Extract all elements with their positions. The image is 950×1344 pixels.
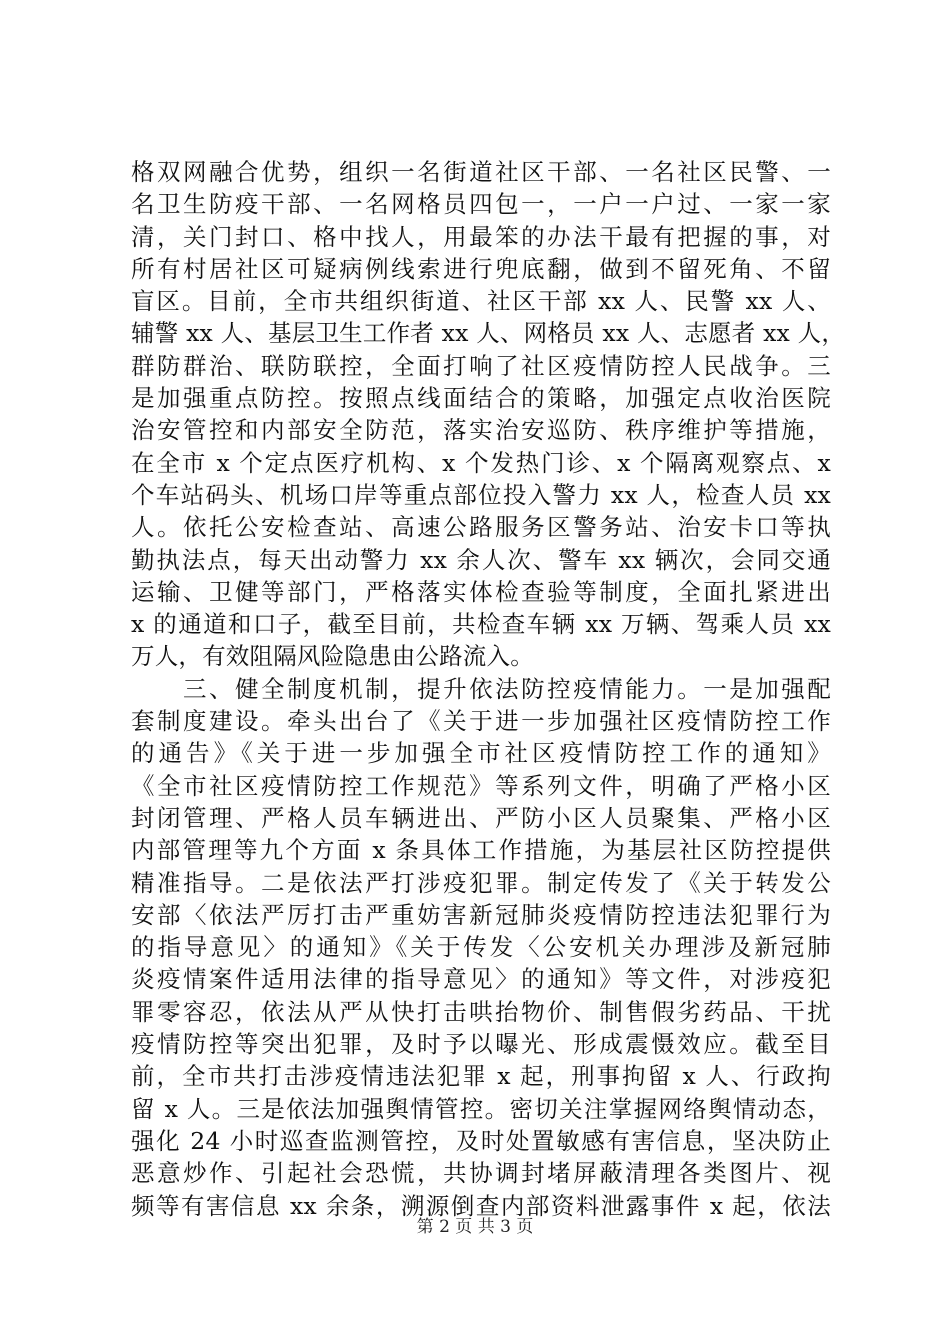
- text-line: 人。依托公安检查站、高速公路服务区警务站、治安卡口等执: [131, 513, 831, 542]
- text-line: 是加强重点防控。按照点线面结合的策略，加强定点收治医院: [131, 384, 831, 413]
- text-line: 精准指导。二是依法严打涉疫犯罪。制定传发了《关于转发公: [131, 868, 831, 897]
- text-line: 名卫生防疫干部、一名网格员四包一，一户一户过、一家一家: [131, 190, 831, 219]
- text-line: 清，关门封口、格中找人，用最笨的办法干最有把握的事，对: [131, 222, 831, 251]
- text-line: 强化 24 小时巡查监测管控，及时处置敏感有害信息，坚决防止: [131, 1126, 831, 1155]
- text-line: 三、健全制度机制，提升依法防控疫情能力。一是加强配: [131, 674, 831, 703]
- document-body: [131, 156, 846, 1222]
- text-line: 《全市社区疫情防控工作规范》等系列文件，明确了严格小区: [131, 771, 831, 800]
- text-line: 万人，有效阻隔风险隐患由公路流入。: [131, 642, 534, 671]
- text-line: 前，全市共打击涉疫情违法犯罪 x 起，刑事拘留 x 人、行政拘: [131, 1062, 831, 1091]
- text-line: 的指导意见〉的通知》《关于传发〈公安机关办理涉及新冠肺: [131, 933, 831, 962]
- text-line: 疫情防控等突出犯罪，及时予以曝光、形成震慑效应。截至目: [131, 1030, 831, 1059]
- text-line: 套制度建设。牵头出台了《关于进一步加强社区疫情防控工作: [131, 707, 831, 736]
- text-line: 封闭管理、严格人员车辆进出、严防小区人员聚集、严格小区: [131, 803, 831, 832]
- page-footer: 第 2 页 共 3 页: [416, 1217, 534, 1237]
- text-line: 炎疫情案件适用法律的指导意见〉的通知》等文件，对涉疫犯: [131, 965, 831, 994]
- text-line: 辅警 xx 人、基层卫生工作者 xx 人、网格员 xx 人、志愿者 xx 人，: [131, 319, 846, 348]
- text-line: 所有村居社区可疑病例线索进行兜底翻，做到不留死角、不留: [131, 254, 831, 283]
- text-line: 群防群治、联防联控，全面打响了社区疫情防控人民战争。三: [131, 351, 831, 380]
- text-line: 安部〈依法严厉打击严重妨害新冠肺炎疫情防控违法犯罪行为: [131, 900, 831, 929]
- text-line: 格双网融合优势，组织一名街道社区干部、一名社区民警、一: [131, 158, 831, 186]
- text-line: 运输、卫健等部门，严格落实体检查验等制度，全面扎紧进出: [131, 577, 831, 606]
- text-line: 勤执法点，每天出动警力 xx 余人次、警车 xx 辆次，会同交通: [131, 545, 831, 574]
- text-line: 内部管理等九个方面 x 条具体工作措施，为基层社区防控提供: [131, 836, 831, 865]
- text-line: 个车站码头、机场口岸等重点部位投入警力 xx 人，检查人员 xx: [131, 480, 831, 509]
- text-line: 的通告》《关于进一步加强全市社区疫情防控工作的通知》: [131, 739, 831, 768]
- text-line: 留 x 人。三是依法加强舆情管控。密切关注掌握网络舆情动态，: [131, 1094, 831, 1123]
- text-line: 恶意炒作、引起社会恐慌，共协调封堵屏蔽清理各类图片、视: [131, 1159, 831, 1188]
- text-line: 在全市 x 个定点医疗机构、x 个发热门诊、x 个隔离观察点、x: [131, 448, 831, 477]
- text-line: 盲区。目前，全市共组织街道、社区干部 xx 人、民警 xx 人、: [131, 287, 831, 316]
- text-line: 频等有害信息 xx 余条，溯源倒查内部资料泄露事件 x 起，依法: [131, 1191, 831, 1220]
- text-line: x 的通道和口子，截至目前，共检查车辆 xx 万辆、驾乘人员 xx: [131, 610, 831, 639]
- text-line: 治安管控和内部安全防范，落实治安巡防、秩序维护等措施，: [131, 416, 831, 445]
- text-line: 罪零容忍，依法从严从快打击哄抬物价、制售假劣药品、干扰: [131, 997, 831, 1026]
